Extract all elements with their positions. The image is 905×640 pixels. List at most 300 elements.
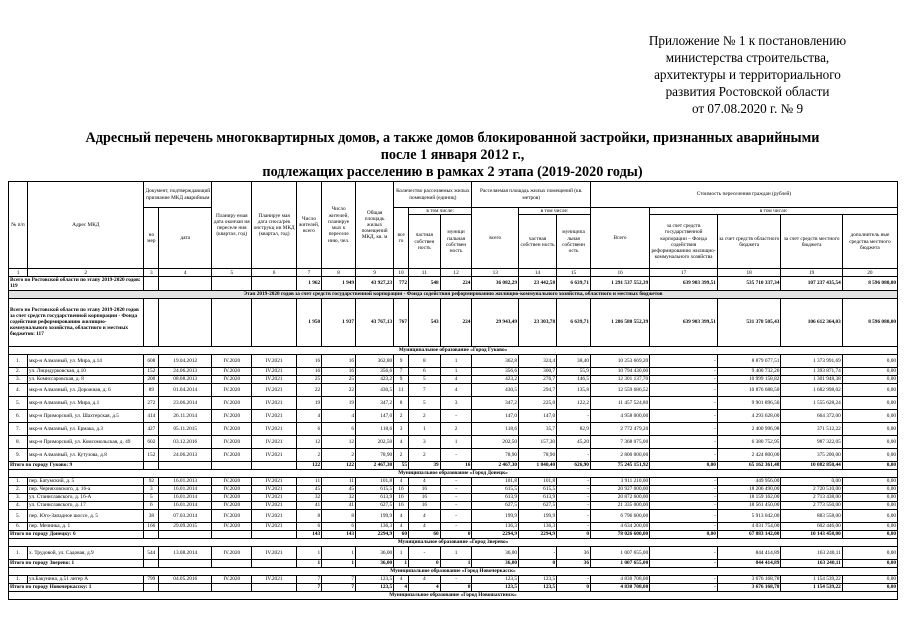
section-title: Муниципальное образование «Город Новочеркасск»: [9, 567, 898, 575]
total-value: 1 154 539,22: [781, 583, 842, 591]
table-cell: 25: [322, 375, 356, 383]
table-cell: 1 154 539,22: [781, 575, 842, 583]
table-cell: -: [440, 477, 472, 485]
table-cell: 2: [394, 448, 409, 461]
table-cell: 24.06.2013: [159, 448, 212, 461]
title-line: подлежащих расселению в рамках 2 этапа (2019-2020 годы): [262, 164, 643, 180]
table-cell: 9: [394, 354, 409, 367]
table-row: [9, 383, 898, 396]
table-cell: IV.2020: [212, 522, 252, 530]
total-value: 55: [394, 461, 409, 469]
table-cell: -: [650, 383, 718, 396]
table-cell: 10 253 669,20: [590, 354, 649, 367]
header-line: от 07.08.2020 г. № 9: [691, 101, 804, 116]
total-fund-row: [9, 298, 898, 346]
total-value: 1 286 580 552,39: [590, 298, 649, 346]
table-cell: -: [557, 409, 591, 422]
total-value: 0,00: [842, 530, 897, 538]
table-cell: -: [650, 477, 718, 485]
table-cell: 16: [322, 354, 356, 367]
table-cell: -: [440, 485, 472, 493]
column-number: 4: [159, 269, 212, 277]
table-cell: 0,00: [842, 575, 897, 583]
col-residents-header: Число жителей, всего: [296, 182, 321, 269]
table-cell: -: [650, 409, 718, 422]
total-value: [252, 530, 296, 538]
table-cell: 602 446,00: [781, 522, 842, 530]
total-value: 1 962: [296, 277, 321, 290]
table-cell: 4 830 708,00: [590, 575, 649, 583]
table-cell: 613,9: [472, 493, 519, 501]
total-value: 639 903 399,51: [650, 277, 718, 290]
table-row: [9, 493, 898, 501]
total-value: 23 442,58: [519, 277, 557, 290]
table-cell: мкр-н Приморский, ул. Шахтерская, д.5: [28, 409, 144, 422]
table-cell: 7: [296, 575, 321, 583]
total-value: 0: [519, 559, 557, 567]
col-doc-date-header: дата: [159, 208, 212, 269]
table-cell: -: [557, 509, 591, 522]
total-value: 78 026 600,00: [590, 530, 649, 538]
table-cell: пер. Юго-Западное шоссе, д. 5: [28, 509, 144, 522]
column-number: 20: [842, 269, 897, 277]
table-cell: 200: [144, 375, 159, 383]
table-cell: 430,5: [472, 383, 519, 396]
table-row: [9, 485, 898, 493]
table-cell: 347,2: [356, 396, 394, 409]
table-cell: IV.2020: [212, 448, 252, 461]
total-value: 0: [557, 530, 591, 538]
table-cell: 18 159 162,00: [717, 493, 780, 501]
table-cell: 19.04.2012: [159, 354, 212, 367]
table-cell: -: [557, 493, 591, 501]
table-cell: 16: [408, 493, 440, 501]
total-value: [252, 298, 296, 346]
table-cell: 8: [408, 354, 440, 367]
table-cell: 427: [144, 422, 159, 435]
total-value: 0,00: [842, 461, 897, 469]
table-cell: -: [440, 448, 472, 461]
total-label: Итого по городу Зверево: 1: [9, 559, 144, 567]
table-cell: 4: [394, 477, 409, 485]
table-cell: 45: [322, 485, 356, 493]
section-title: Муниципальное образование «Город Новошахтинск»: [9, 591, 898, 599]
table-cell: IV.2021: [252, 509, 296, 522]
table-cell: 2: [440, 422, 472, 435]
table-cell: 3 911 210,00: [590, 477, 649, 485]
total-value: [212, 530, 252, 538]
table-cell: IV.2021: [252, 493, 296, 501]
title-line: Адресный перечень многоквартирных домов, а также домов блокированной застройки, признанных аварийными: [85, 130, 820, 146]
total-value: 224: [440, 277, 472, 290]
table-cell: 16: [408, 485, 440, 493]
table-row: [9, 435, 898, 448]
total-value: 1 007 655,00: [590, 559, 649, 567]
table-cell: 12: [322, 435, 356, 448]
table-cell: 615,5: [356, 485, 394, 493]
total-value: 0: [440, 530, 472, 538]
total-value: 6 639,71: [557, 277, 591, 290]
table-cell: 4 958 000,00: [590, 409, 649, 422]
table-cell: 1.: [9, 477, 28, 485]
table-cell: 615,5: [519, 485, 557, 493]
table-row: [9, 522, 898, 530]
table-cell: 4 031 754,00: [717, 522, 780, 530]
table-cell: 799: [144, 575, 159, 583]
table-cell: 19: [322, 396, 356, 409]
table-cell: 3 676 168,78: [717, 575, 780, 583]
column-number: 19: [781, 269, 842, 277]
table-cell: 1: [440, 546, 472, 559]
total-value: 107 237 435,54: [781, 277, 842, 290]
table-cell: 6.: [9, 522, 28, 530]
total-value: 2294,9: [519, 530, 557, 538]
table-cell: 3: [440, 396, 472, 409]
total-value: 1: [440, 559, 472, 567]
table-cell: 6: [296, 522, 321, 530]
total-label: Итого по городу Гуково: 9: [9, 461, 144, 469]
total-value: 639 903 399,51: [650, 298, 718, 346]
table-cell: 07.03.2014: [159, 509, 212, 522]
table-cell: 7.: [9, 422, 28, 435]
table-cell: -: [440, 501, 472, 509]
table-cell: 147,0: [519, 409, 557, 422]
table-cell: 4: [408, 477, 440, 485]
table-cell: 6: [408, 367, 440, 375]
total-label: Итого по городу Новочеркасску: 1: [9, 583, 144, 591]
total-value: 0: [440, 583, 472, 591]
table-cell: 10 999 158,82: [717, 375, 780, 383]
table-cell: 2 400 996,98: [717, 422, 780, 435]
table-cell: -: [650, 485, 718, 493]
table-row: [9, 396, 898, 409]
table-cell: IV.2021: [252, 409, 296, 422]
table-cell: 0,00: [842, 422, 897, 435]
table-cell: 6.: [9, 409, 28, 422]
table-cell: 9: [394, 375, 409, 383]
table-cell: 36: [557, 546, 591, 559]
table-cell: 4: [408, 522, 440, 530]
table-cell: 5: [408, 396, 440, 409]
table-cell: 5.: [9, 509, 28, 522]
total-value: 548: [408, 277, 440, 290]
table-cell: IV.2021: [252, 575, 296, 583]
table-cell: 5: [408, 375, 440, 383]
table-cell: 627,5: [519, 501, 557, 509]
col-cost-incl-header: в том числе:: [650, 208, 898, 215]
col-rooms-municipal-header: муници пальная собствен ность: [440, 215, 472, 269]
table-cell: 4.: [9, 383, 28, 396]
table-cell: 101,8: [472, 477, 519, 485]
section-title: Муниципальное образование «Город Гуково»: [9, 346, 898, 354]
table-cell: 1 373 991,69: [781, 354, 842, 367]
table-cell: 16: [296, 354, 321, 367]
table-cell: 04.05.2016: [159, 575, 212, 583]
table-cell: IV.2020: [212, 422, 252, 435]
table-cell: 627,5: [356, 501, 394, 509]
total-value: [212, 298, 252, 346]
section-fund-row: [9, 290, 898, 298]
table-cell: 544: [144, 546, 159, 559]
table-cell: ул. Станиславского, д. 16-А: [28, 493, 144, 501]
table-cell: 5 913 042,00: [717, 509, 780, 522]
total-value: 43 927,23: [356, 277, 394, 290]
total-value: 122: [322, 461, 356, 469]
table-cell: 6: [144, 501, 159, 509]
col-planned-demolish-header: Планируе мая дата сноса/рек онструкц ии МКД (квартал, год): [252, 182, 296, 269]
table-cell: 03.12.2016: [159, 435, 212, 448]
table-cell: пер. Черняховского, д. 16-а: [28, 485, 144, 493]
table-cell: 4: [394, 575, 409, 583]
table-cell: 0,00: [842, 509, 897, 522]
total-value: 2 467,30: [472, 461, 519, 469]
table-cell: 449 956,00: [717, 477, 780, 485]
table-cell: -: [440, 493, 472, 501]
total-value: 543: [408, 298, 440, 346]
table-cell: 36,00: [356, 546, 394, 559]
column-number: 15: [557, 269, 591, 277]
table-cell: 36,00: [472, 546, 519, 559]
total-value: 0,00: [650, 461, 718, 469]
table-cell: 16.01.2014: [159, 485, 212, 493]
column-number: 11: [408, 269, 440, 277]
table-cell: 45,20: [557, 435, 591, 448]
total-value: 122: [296, 461, 321, 469]
table-cell: 4: [394, 509, 409, 522]
column-number: 7: [296, 269, 321, 277]
table-cell: 136,3: [356, 522, 394, 530]
col-area-incl-header: в том числе:: [519, 208, 591, 215]
table-cell: IV.2021: [252, 477, 296, 485]
table-cell: 18 206 490,00: [717, 485, 780, 493]
table-cell: IV.2020: [212, 501, 252, 509]
table-cell: ул. Лицидурковская, д.10: [28, 367, 144, 375]
table-cell: 32: [296, 493, 321, 501]
table-cell: 3: [144, 485, 159, 493]
table-cell: 375 200,00: [781, 448, 842, 461]
table-cell: 4: [296, 409, 321, 422]
total-value: 143: [322, 530, 356, 538]
table-cell: -: [408, 546, 440, 559]
col-rooms-incl-header: в том числе:: [408, 208, 471, 215]
table-cell: 0,00: [842, 522, 897, 530]
housing-table: [8, 181, 898, 600]
table-cell: 4: [322, 409, 356, 422]
table-cell: 4 293 628,00: [717, 409, 780, 422]
total-value: [159, 277, 212, 290]
table-cell: 55,9: [557, 367, 591, 375]
table-cell: IV.2020: [212, 575, 252, 583]
table-cell: IV.2020: [212, 354, 252, 367]
table-cell: 9.: [9, 448, 28, 461]
total-value: 36,00: [356, 559, 394, 567]
table-cell: 362,8: [472, 354, 519, 367]
table-cell: 19: [296, 396, 321, 409]
table-cell: 16: [408, 501, 440, 509]
table-cell: 22: [296, 383, 321, 396]
table-cell: 2 773 550,00: [781, 501, 842, 509]
table-cell: -: [650, 493, 718, 501]
total-value: -: [650, 559, 718, 567]
table-cell: 6 380 752,95: [717, 435, 780, 448]
total-value: 0,00: [842, 583, 897, 591]
table-cell: 1: [440, 354, 472, 367]
table-cell: пер. Батумский, д. 5: [28, 477, 144, 485]
table-cell: 10 794 430,00: [590, 367, 649, 375]
total-value: [252, 583, 296, 591]
col-area-municipal-header: муниципа льная собственн ость: [557, 215, 591, 269]
table-cell: 1: [296, 546, 321, 559]
table-cell: 225,0: [519, 396, 557, 409]
total-value: [144, 461, 159, 469]
col-cost-total-header: Всего: [590, 208, 649, 269]
total-value: 123,5: [356, 583, 394, 591]
table-cell: 0,00: [842, 354, 897, 367]
col-total-area-header: Общая площадь жилых помещений МКД, кв. м: [356, 182, 394, 269]
total-value: 1 937: [322, 298, 356, 346]
col-area-header: Расселяемая площадь жилых помещений (кв. метров): [472, 182, 591, 208]
table-cell: 16: [394, 485, 409, 493]
total-value: 6 639,71: [557, 298, 591, 346]
col-cost-fund-header: за счет средств государственной корпорации – Фонда содействия реформированию жилищно-коммунального хозяйства: [650, 215, 718, 269]
table-cell: 1.: [9, 354, 28, 367]
municipality-total-row: [9, 559, 898, 567]
total-value: [144, 583, 159, 591]
total-value: 3 676 168,78: [717, 583, 780, 591]
table-cell: 16: [394, 501, 409, 509]
table-cell: 0,00: [842, 493, 897, 501]
table-cell: 8: [296, 509, 321, 522]
table-cell: -: [557, 448, 591, 461]
table-cell: мкр-н Алмазный, ул. Кутузова, д.8: [28, 448, 144, 461]
table-cell: ул. Комиссаровская, д. 8: [28, 375, 144, 383]
total-value: 8 596 080,00: [842, 298, 897, 346]
total-value: 2294,9: [356, 530, 394, 538]
table-cell: 362,80: [356, 354, 394, 367]
total-value: 4: [394, 583, 409, 591]
table-cell: IV.2020: [212, 546, 252, 559]
total-value: [212, 559, 252, 567]
table-cell: 12 559 686,52: [590, 383, 649, 396]
table-cell: -: [440, 409, 472, 422]
table-cell: 24.06.2013: [159, 367, 212, 375]
table-cell: 0,00: [781, 477, 842, 485]
table-cell: -: [557, 477, 591, 485]
column-number: 3: [144, 269, 159, 277]
column-number: 14: [519, 269, 557, 277]
total-value: 39: [408, 461, 440, 469]
table-cell: 16.01.2014: [159, 493, 212, 501]
table-cell: 13.08.2014: [159, 546, 212, 559]
table-cell: 2.: [9, 485, 28, 493]
table-cell: IV.2020: [212, 485, 252, 493]
table-cell: 0,00: [842, 546, 897, 559]
table-cell: ул. Станиславского, д. 17: [28, 501, 144, 509]
column-number: 5: [212, 269, 252, 277]
col-cost-extra-header: дополнитель ные средства местного бюджета: [842, 215, 897, 269]
table-cell: 0,00: [842, 383, 897, 396]
table-cell: 08.08.2013: [159, 375, 212, 383]
table-cell: -: [650, 509, 718, 522]
column-number: 8: [322, 269, 356, 277]
table-cell: 1: [440, 367, 472, 375]
total-value: 1 949: [322, 277, 356, 290]
table-cell: -: [650, 448, 718, 461]
table-cell: 5: [144, 493, 159, 501]
table-cell: 4.: [9, 501, 28, 509]
table-cell: IV.2021: [252, 422, 296, 435]
table-cell: 22: [322, 383, 356, 396]
col-cost-header: Стоимость переселения граждан (рублей): [590, 182, 897, 208]
table-cell: 11: [296, 477, 321, 485]
table-cell: IV.2021: [252, 383, 296, 396]
table-cell: 18 561 450,00: [717, 501, 780, 509]
total-value: 16: [440, 461, 472, 469]
table-cell: IV.2021: [252, 485, 296, 493]
total-value: 1 840,40: [519, 461, 557, 469]
table-cell: 166: [144, 522, 159, 530]
table-cell: -: [440, 575, 472, 583]
col-rooms-header: Количество расселяемых жилых помещений (единиц): [394, 182, 472, 208]
col-cost-local-header: за счет средств местного бюджета: [781, 215, 842, 269]
table-cell: IV.2020: [212, 396, 252, 409]
total-label: Всего по Ростовской области по этапу 2019-2020 годов: 119: [9, 277, 144, 290]
total-value: 67 883 142,00: [717, 530, 780, 538]
table-cell: 152: [144, 367, 159, 375]
col-rooms-private-header: частная собствен ность: [408, 215, 440, 269]
table-cell: 4: [408, 575, 440, 583]
total-value: [144, 277, 159, 290]
total-value: 4: [408, 583, 440, 591]
table-row: [9, 575, 898, 583]
total-value: 106 612 364,03: [781, 298, 842, 346]
table-cell: 11: [394, 383, 409, 396]
table-cell: 8: [322, 509, 356, 522]
total-label: Итого по городу Донецку: 6: [9, 530, 144, 538]
total-label: Всего по Ростовской области по этапу 2019-2020 годов за счет средств государственной корпорации - Фонда содействия реформированию жилищно-коммунального хозяйства, областного и местных бюджетов: 117: [9, 298, 144, 346]
table-cell: IV.2020: [212, 509, 252, 522]
table-cell: IV.2021: [252, 546, 296, 559]
table-cell: мкр-н Алмазный, ул. Мира, д.14: [28, 354, 144, 367]
table-cell: 147,0: [356, 409, 394, 422]
table-cell: 25: [296, 375, 321, 383]
total-value: [212, 461, 252, 469]
col-num-header: № п/п: [9, 182, 28, 269]
column-number: 6: [252, 269, 296, 277]
total-value: 123,5: [472, 583, 519, 591]
total-value: [159, 583, 212, 591]
table-cell: 199,9: [472, 509, 519, 522]
total-value: 7: [322, 583, 356, 591]
table-cell: 8.: [9, 435, 28, 448]
table-cell: 1.: [9, 575, 28, 583]
table-row: [9, 477, 898, 485]
total-all-row: [9, 277, 898, 290]
table-cell: 7: [322, 575, 356, 583]
table-cell: 356,6: [472, 367, 519, 375]
table-cell: 1: [408, 422, 440, 435]
col-area-total-header: всего: [472, 208, 519, 269]
total-value: 10 143 458,00: [781, 530, 842, 538]
table-row: [9, 422, 898, 435]
total-value: 0: [557, 583, 591, 591]
table-cell: 371 512,22: [781, 422, 842, 435]
table-cell: -: [557, 522, 591, 530]
table-cell: 6 796 600,00: [590, 509, 649, 522]
total-value: 626,90: [557, 461, 591, 469]
table-cell: 20 927 000,00: [590, 485, 649, 493]
table-cell: 2 713 438,00: [781, 493, 842, 501]
